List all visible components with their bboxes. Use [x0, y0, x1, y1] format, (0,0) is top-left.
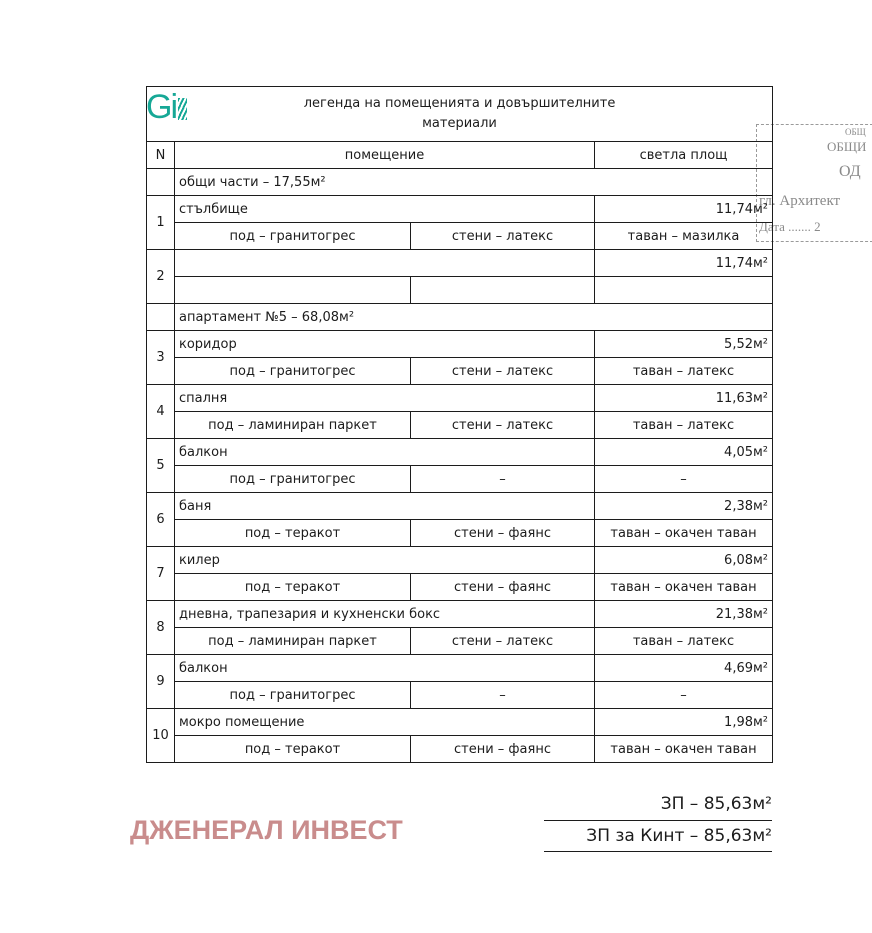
materials-row [147, 466, 773, 493]
wall-material: стени – латекс [411, 358, 595, 385]
room-number: 6 [147, 493, 175, 547]
rooms-legend-table [146, 86, 773, 763]
room-row [147, 250, 773, 277]
floor-material [175, 277, 411, 304]
room-area: 4,69м² [595, 655, 773, 682]
room-row [147, 331, 773, 358]
room-number: 2 [147, 250, 175, 304]
room-area: 11,63м² [595, 385, 773, 412]
floor-material: под – ламиниран паркет [175, 628, 411, 655]
ceiling-material: таван – окачен таван [595, 574, 773, 601]
room-row [147, 439, 773, 466]
floor-material: под – гранитогрес [175, 358, 411, 385]
section-title: апартамент №5 – 68,08м² [175, 304, 773, 331]
ceiling-material: – [595, 682, 773, 709]
room-number: 3 [147, 331, 175, 385]
title-line: легенда на помещенията и довършителните [303, 96, 616, 111]
room-number: 7 [147, 547, 175, 601]
floor-material: под – гранитогрес [175, 682, 411, 709]
ceiling-material: таван – окачен таван [595, 520, 773, 547]
ceiling-material: – [595, 466, 773, 493]
room-number: 5 [147, 439, 175, 493]
materials-row [147, 628, 773, 655]
room-area: 11,74м² [595, 250, 773, 277]
wall-material: стени – латекс [411, 628, 595, 655]
room-row [147, 385, 773, 412]
room-area: 21,38м² [595, 601, 773, 628]
floor-material: под – ламиниран паркет [175, 412, 411, 439]
floor-material: под – теракот [175, 574, 411, 601]
room-name: килер [175, 547, 595, 574]
total-zp [544, 788, 772, 821]
wall-material: стени – фаянс [411, 574, 595, 601]
room-name: дневна, трапезария и кухненски бокс [175, 601, 595, 628]
ceiling-material: таван – мазилка [595, 223, 773, 250]
room-number: 4 [147, 385, 175, 439]
legend-body [147, 169, 773, 763]
wall-material: стени – фаянс [411, 520, 595, 547]
section-row [147, 304, 773, 331]
stamp-line: ОД [839, 163, 861, 180]
header-row [147, 142, 773, 169]
room-name: коридор [175, 331, 595, 358]
room-area: 2,38м² [595, 493, 773, 520]
ceiling-material: таван – латекс [595, 358, 773, 385]
room-area: 4,05м² [595, 439, 773, 466]
room-name [175, 250, 595, 277]
stamp-line: Дата ....... 2 [759, 219, 821, 234]
room-name: спалня [175, 385, 595, 412]
totals-block [544, 788, 772, 852]
total-zp-kint [544, 821, 772, 852]
room-number: 9 [147, 655, 175, 709]
room-name: стълбище [175, 196, 595, 223]
wall-material: стени – латекс [411, 223, 595, 250]
materials-row [147, 520, 773, 547]
room-name: баня [175, 493, 595, 520]
stamp-line: гл. Архитект [759, 193, 841, 209]
floor-material: под – теракот [175, 736, 411, 763]
header-num: N [147, 142, 175, 169]
stamp-line: ОБЩ [845, 127, 866, 137]
room-name: мокро помещение [175, 709, 595, 736]
title-row [147, 87, 773, 142]
room-area: 11,74м² [595, 196, 773, 223]
room-number: 10 [147, 709, 175, 763]
ceiling-material: таван – латекс [595, 628, 773, 655]
section-num-cell [147, 304, 175, 331]
room-row [147, 655, 773, 682]
section-row [147, 169, 773, 196]
stamp-line: ОБЩИ [827, 139, 867, 154]
ceiling-material [595, 277, 773, 304]
room-row [147, 493, 773, 520]
room-row [147, 709, 773, 736]
ceiling-material: таван – окачен таван [595, 736, 773, 763]
room-name: балкон [175, 439, 595, 466]
company-logo: Gi [146, 88, 187, 127]
wall-material: – [411, 466, 595, 493]
approval-stamp [756, 124, 872, 242]
materials-row [147, 574, 773, 601]
wall-material: стени – латекс [411, 412, 595, 439]
floor-material: под – гранитогрес [175, 223, 411, 250]
materials-row [147, 223, 773, 250]
header-room: помещение [175, 142, 595, 169]
materials-row [147, 736, 773, 763]
section-num-cell [147, 169, 175, 196]
floor-material: под – теракот [175, 520, 411, 547]
materials-row [147, 682, 773, 709]
room-area: 6,08м² [595, 547, 773, 574]
materials-row [147, 358, 773, 385]
room-row [147, 547, 773, 574]
floor-material: под – гранитогрес [175, 466, 411, 493]
room-area: 5,52м² [595, 331, 773, 358]
company-name: ДЖЕНЕРАЛ ИНВЕСТ [130, 815, 403, 845]
wall-material: стени – фаянс [411, 736, 595, 763]
header-area: светла площ [595, 142, 773, 169]
room-number: 1 [147, 196, 175, 250]
total-zp-text: ЗП – 85,63м² [660, 794, 772, 814]
room-row [147, 196, 773, 223]
materials-row [147, 412, 773, 439]
materials-row [147, 277, 773, 304]
table-title [147, 87, 773, 142]
room-name: балкон [175, 655, 595, 682]
ceiling-material: таван – латекс [595, 412, 773, 439]
title-line: материали [422, 116, 497, 131]
room-area: 1,98м² [595, 709, 773, 736]
section-title: общи части – 17,55м² [175, 169, 773, 196]
total-zp-kint-text: ЗП за Кинт – 85,63м² [586, 826, 772, 846]
wall-material [411, 277, 595, 304]
room-number: 8 [147, 601, 175, 655]
wall-material: – [411, 682, 595, 709]
room-row [147, 601, 773, 628]
